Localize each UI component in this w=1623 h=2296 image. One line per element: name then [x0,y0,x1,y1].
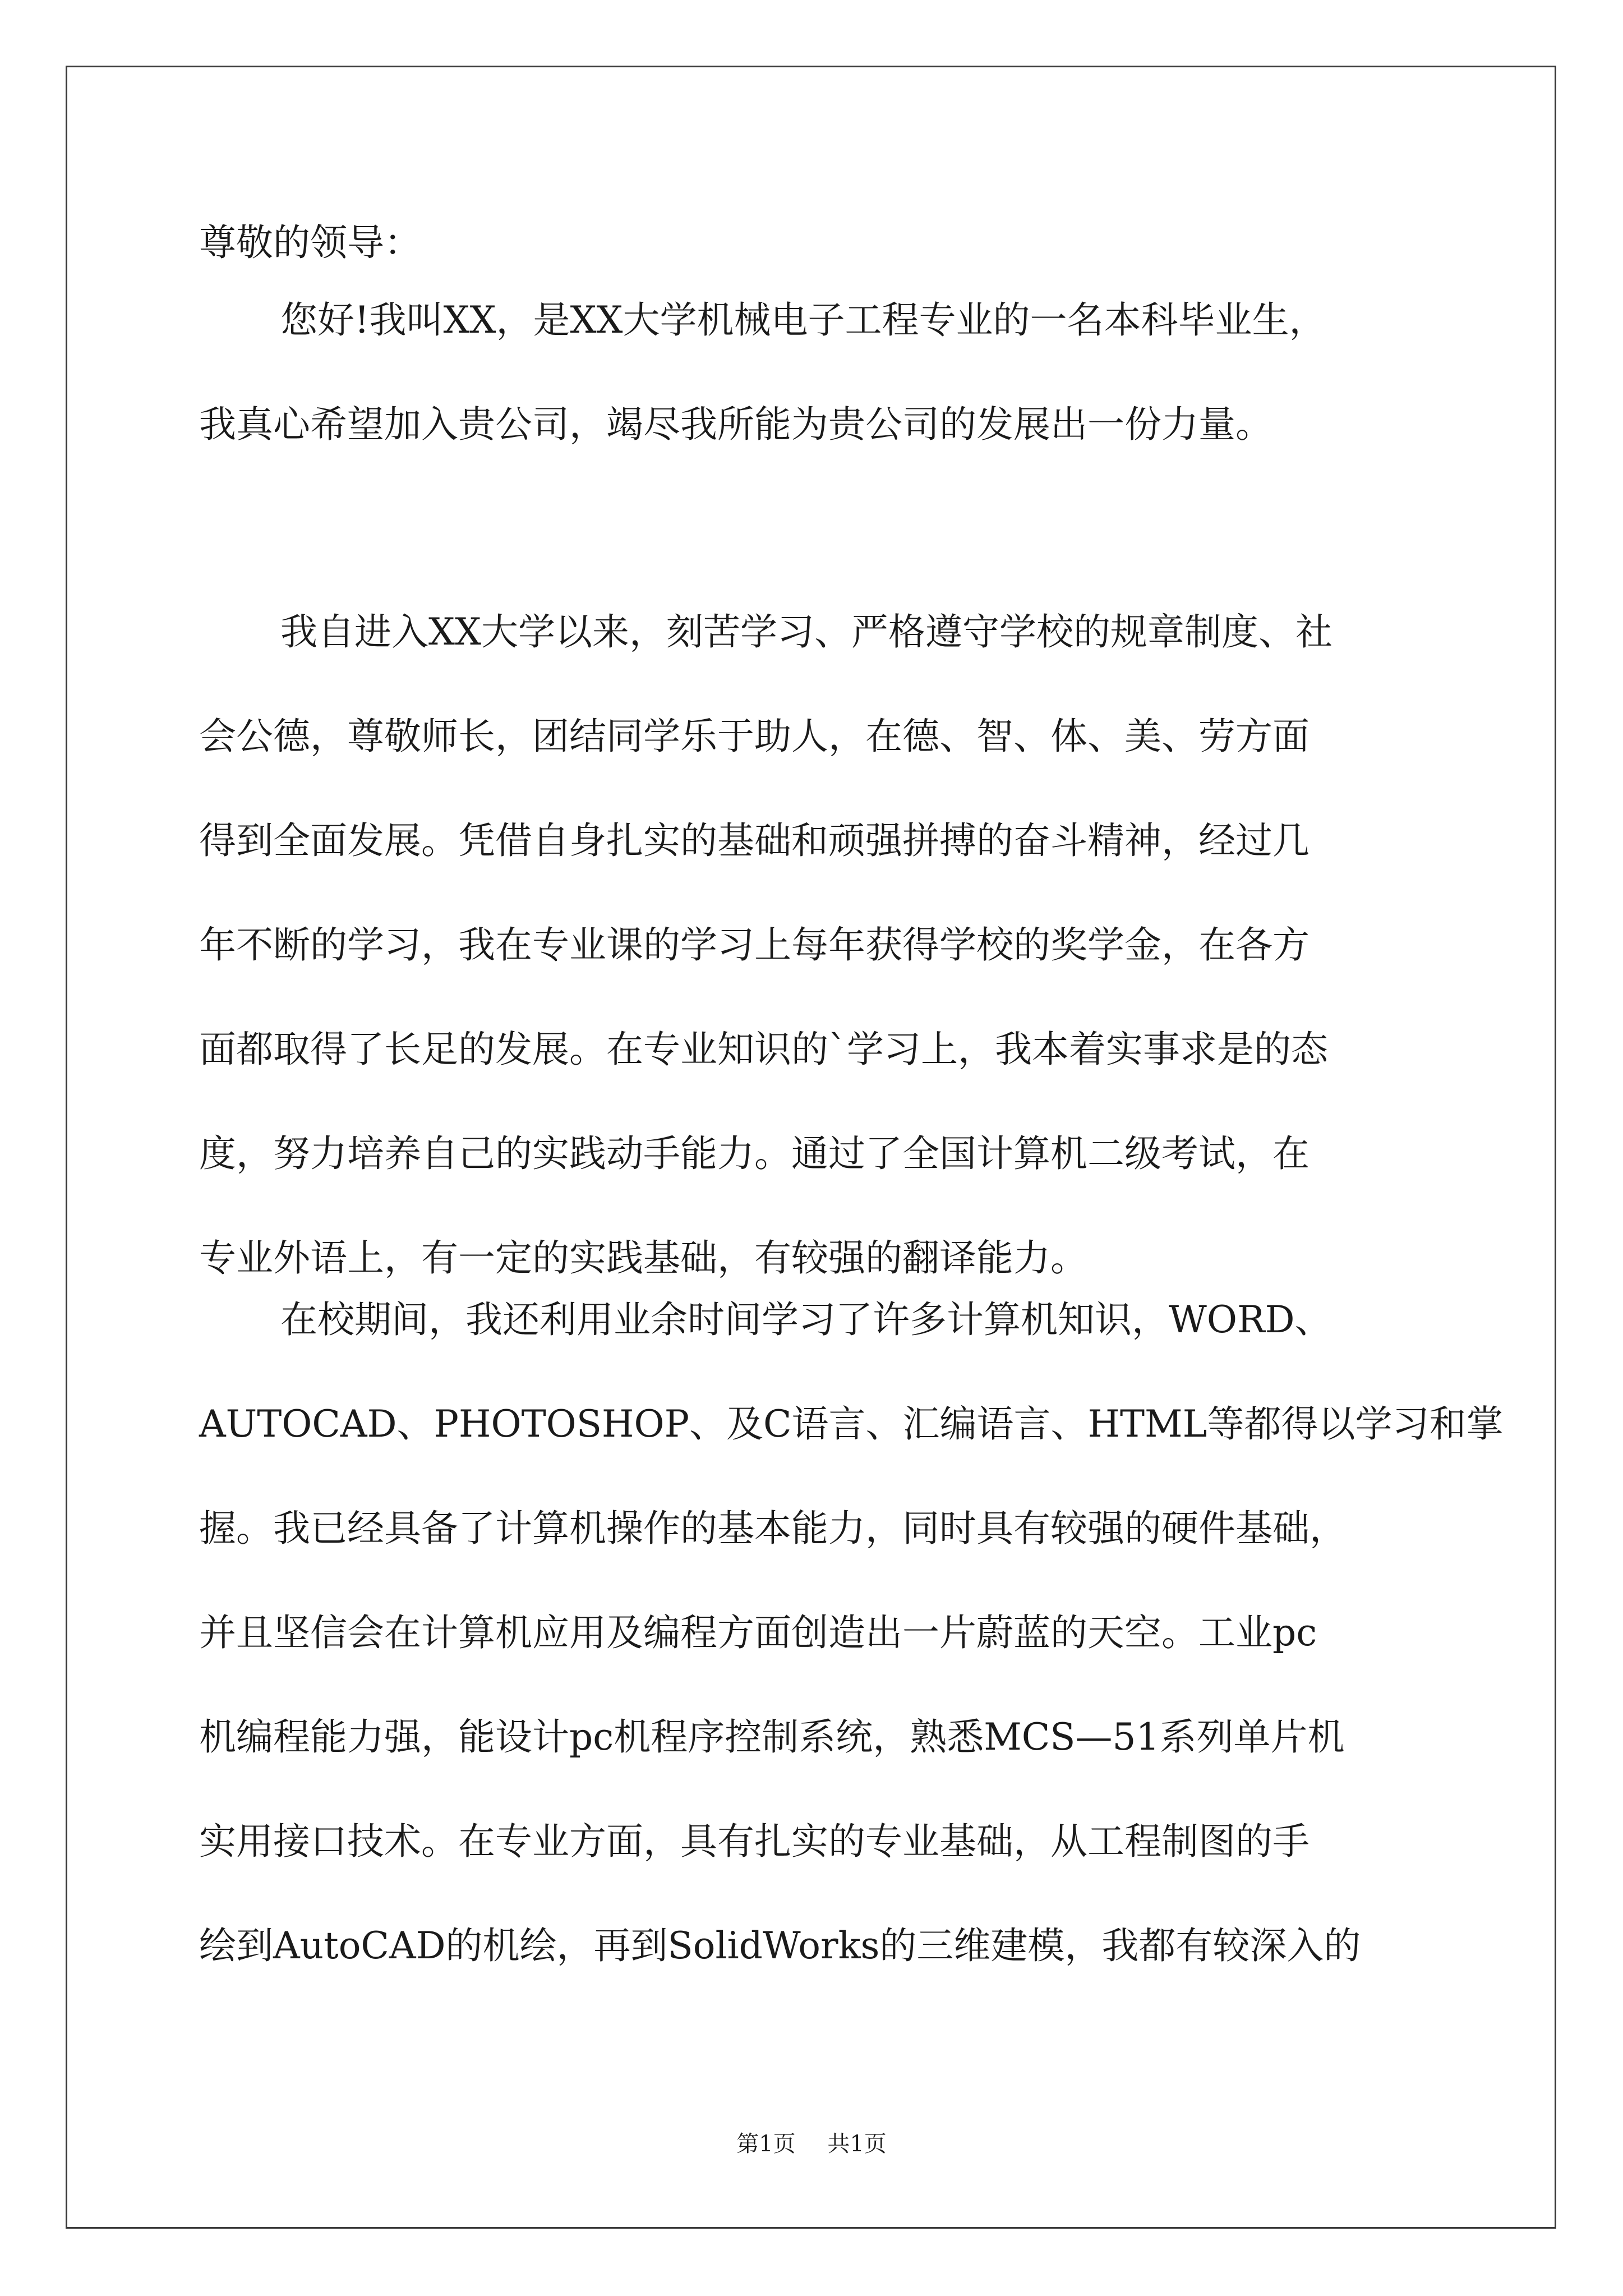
page-number: 第1页 [736,2131,796,2157]
text-line: 度，努力培养自己的实践动手能力。通过了全国计算机二级考试，在 [199,1132,1310,1175]
text-line: 在校期间，我还利用业余时间学习了许多计算机知识，WORD、 [280,1298,1332,1341]
text-line: 会公德，尊敬师长，团结同学乐于助人，在德、智、体、美、劳方面 [199,715,1310,758]
page-footer [0,2132,1623,2156]
page-total: 共1页 [827,2131,887,2157]
text-line: 您好!我叫XX，是XX大学机械电子工程专业的一名本科毕业生， [280,298,1326,342]
text-line: 并且坚信会在计算机应用及编程方面创造出一片蔚蓝的天空。工业pc [199,1611,1317,1654]
text-line: 实用接口技术。在专业方面，具有扎实的专业基础，从工程制图的手 [199,1820,1310,1863]
text-line: 绘到AutoCAD的机绘，再到SolidWorks的三维建模，我都有较深入的 [199,1924,1361,1967]
text-line: 面都取得了长足的发展。在专业知识的`学习上，我本着实事求是的态 [199,1028,1328,1071]
text-line: 我真心希望加入贵公司，竭尽我所能为贵公司的发展出一份力量。 [199,403,1272,446]
text-line: 我自进入XX大学以来，刻苦学习、严格遵守学校的规章制度、社 [280,610,1332,654]
text-line: AUTOCAD、PHOTOSHOP、及C语言、汇编语言、HTML等都得以学习和掌 [199,1402,1504,1446]
text-line: 专业外语上，有一定的实践基础，有较强的翻译能力。 [199,1236,1087,1280]
text-line: 机编程能力强，能设计pc机程序控制系统，熟悉MCS—51系列单片机 [199,1715,1345,1759]
salutation: 尊敬的领导： [199,221,421,264]
paragraph-intro [199,298,1433,510]
text-line: 得到全面发展。凭借自身扎实的基础和顽强拼搏的奋斗精神，经过几 [199,819,1310,862]
paragraph-study [199,610,1433,1344]
text-line: 年不断的学习，我在专业课的学习上每年获得学校的奖学金，在各方 [199,923,1310,967]
paragraph-skills [199,1298,1504,2032]
text-line: 握。我已经具备了计算机操作的基本能力，同时具有较强的硬件基础， [199,1507,1347,1550]
